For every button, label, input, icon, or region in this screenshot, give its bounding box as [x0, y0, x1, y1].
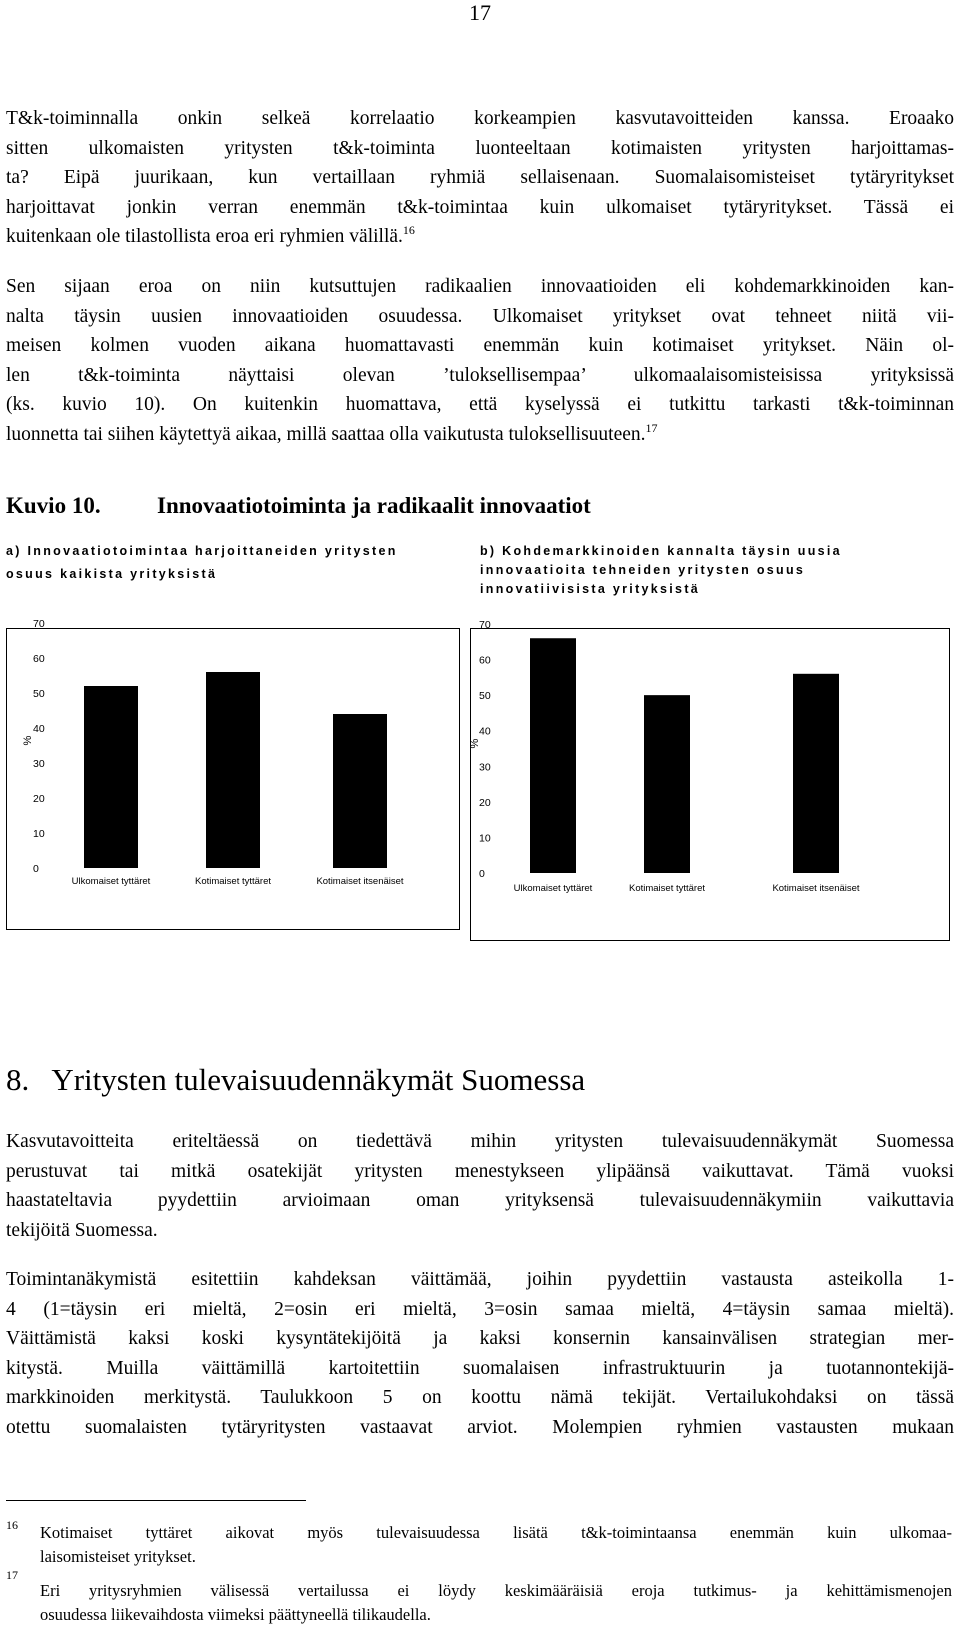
chart-a-y-tick-label: 60 [33, 653, 45, 665]
footnote-line: Eri yritysryhmien välisessä vertailussa ei löydy keskimääräisiä eroja tutkimus- ja kehittämismenojen [40, 1581, 952, 1600]
footnote-17 [40, 1579, 952, 1627]
footnote-ref-17[interactable]: 17 [645, 420, 658, 435]
footnote-number-17: 17 [6, 1568, 18, 1582]
chart-a-y-tick-label: 30 [33, 758, 45, 770]
chart-a-category-label: Kotimaiset itsenäiset [316, 876, 404, 887]
chart-b-y-tick-label: 30 [479, 761, 491, 774]
text-line: perustuvat tai mitkä osatekijät yritysten menestykseen ylipäänsä vaikuttavat. Tämä vuoksi [6, 1160, 954, 1182]
chart-b-y-tick-label: 0 [479, 868, 485, 880]
chart-a-y-tick-label: 10 [33, 828, 45, 840]
page-number: 17 [469, 0, 491, 25]
chart-b-title-line: innovaatioita tehneiden yritysten osuus [480, 563, 806, 577]
chart-b-title-line: b) Kohdemarkkinoiden kannalta täysin uusia [480, 544, 842, 558]
text-line: meisen kolmen vuoden aikana huomattavasti enemmän kuin kotimaiset yritykset. Näin ol- [6, 335, 954, 357]
chart-b-y-tick-label: 40 [479, 725, 491, 738]
chart-a-svg [7, 618, 459, 929]
chart-b-bar [793, 674, 839, 873]
chart-a-bar [333, 714, 387, 868]
chart-b-y-tick-label: 70 [479, 619, 491, 631]
chart-a-y-tick-label: 40 [33, 723, 45, 735]
chart-b-svg [469, 619, 949, 940]
figure-label: Kuvio 10. [6, 493, 101, 518]
chart-b-y-tick-label: 50 [479, 690, 491, 703]
chart-a-category-label: Ulkomaiset tyttäret [71, 876, 151, 887]
footnote-ref-16[interactable]: 16 [402, 223, 415, 238]
text-line: len t&k-toiminta näyttaisi olevan ’tuloksellisempaa’ ulkomaalaisomisteisissa yrityksissä [6, 364, 954, 386]
text-line: (ks. kuvio 10). On kuitenkin huomattava, että kyselyssä ei tutkittu tarkasti t&k-toiminnan [6, 394, 954, 416]
chart-a-y-tick-label: 50 [33, 688, 45, 700]
footnote-number-16: 16 [6, 1518, 18, 1532]
text-line: Väittämistä kaksi koski kysyntätekijöitä ja kaksi konsernin kansainvälisen strategian mer- [6, 1328, 954, 1350]
chart-a-bar [206, 672, 260, 868]
chart-b-y-tick-label: 20 [479, 796, 491, 809]
paragraph-future-outlook [6, 1127, 954, 1245]
paragraph-intro [6, 104, 954, 252]
paragraph-statements [6, 1265, 954, 1443]
text-line: nalta täysin uusien innovaatioiden osuudessa. Ulkomaiset yritykset ovat tehneet niitä vii- [6, 305, 954, 327]
chart-a-title-line: a) Innovaatiotoimintaa harjoittaneiden yritysten [6, 544, 398, 558]
chart-a-title [6, 542, 456, 584]
chart-a-category-label: Kotimaiset tyttäret [194, 876, 272, 887]
text-line-content: luonnetta tai siihen käytettyä aikaa, millä saattaa olla vaikutusta tuloksellisuuteen. [6, 423, 646, 445]
text-line: sitten ulkomaisten yritysten t&k-toiminta luonteeltaan kotimaisten yritysten harjoittamas- [6, 137, 954, 159]
text-line: markkinoiden merkitystä. Taulukkoon 5 on koottu nämä tekijät. Vertailukohdaksi on tässä [6, 1387, 954, 1409]
text-line: Sen sijaan eroa on niin kutsuttujen radikaalien innovaatioiden eli kohdemarkkinoiden kan- [6, 276, 954, 297]
footnote-16 [40, 1521, 952, 1569]
text-line: tekijöitä Suomessa. [6, 1219, 158, 1241]
chart-b [469, 619, 950, 941]
text-line: otettu suomalaisten tytäryritysten vastaavat arviot. Molempien ryhmien vastausten mukaan [6, 1416, 954, 1438]
chart-b-category-label: Kotimaiset itsenäiset [772, 883, 860, 894]
chart-a-y-tick-label: 0 [33, 863, 39, 875]
chart-a-y-tick-label: 70 [33, 618, 45, 630]
text-line: ta? Eipä juurikaan, kun vertaillaan ryhmiä sellaisenaan. Suomalaisomisteiset tytäryritykset [6, 167, 954, 189]
chart-a-y-axis-label: % [22, 735, 34, 746]
chart-b-bar [644, 695, 690, 873]
footnote-line: osuudessa liikevaihdosta viimeksi päättyneellä tilikaudella. [40, 1605, 431, 1624]
chart-b-title [480, 542, 950, 599]
text-line: Kasvutavoitteita eriteltäessä on tiedettävä mihin yritysten tulevaisuudennäkymät Suomessa [6, 1131, 954, 1152]
paragraph-radical-innovations [6, 272, 954, 450]
chart-b-y-tick-label: 10 [479, 832, 491, 845]
chart-b-bar [530, 638, 576, 873]
text-line: kitystä. Muilla väittämillä kartoitettiin suomalaisen infrastruktuurin ja tuotannontekijä- [6, 1357, 954, 1379]
chart-b-y-tick-label: 60 [479, 654, 491, 667]
chart-a-bar [84, 686, 138, 868]
chart-b-title-line: innovatiivisista yrityksistä [480, 582, 701, 596]
chart-b-category-label: Kotimaiset tyttäret [628, 883, 706, 894]
footnote-line: Kotimaiset tyttäret aikovat myös tulevaisuudessa lisätä t&k-toimintaansa enemmän kuin ulkomaa- [40, 1523, 952, 1542]
figure-title: Innovaatiotoiminta ja radikaalit innovaatiot [157, 493, 591, 518]
chart-a-y-tick-label: 20 [33, 793, 45, 805]
chart-a-title-line: osuus kaikista yrityksistä [6, 567, 218, 581]
chart-b-category-label: Ulkomaiset tyttäret [513, 883, 593, 894]
text-line: T&k-toiminnalla onkin selkeä korrelaatio korkeampien kasvutavoitteiden kanssa. Eroaako [6, 108, 954, 129]
text-line: 4 (1=täysin eri mieltä, 2=osin eri mieltä, 3=osin samaa mieltä, 4=täysin samaa mieltä). [6, 1298, 954, 1320]
text-line [6, 420, 954, 450]
section-heading: 8. Yritysten tulevaisuudennäkymät Suomessa [6, 1062, 586, 1097]
text-line: harjoittavat jonkin verran enemmän t&k-toimintaa kuin ulkomaiset tytäryritykset. Tässä ei [6, 196, 954, 218]
text-line [6, 222, 954, 252]
text-line: haastateltavia pyydettiin arvioimaan oman yrityksensä tulevaisuudennäkymiin vaikuttavia [6, 1190, 954, 1212]
text-line-content: kuitenkaan ole tilastollista eroa eri ryhmien välillä. [6, 226, 403, 248]
footnote-line: laisomisteiset yritykset. [40, 1547, 196, 1566]
chart-b-y-axis-label: % [469, 738, 481, 749]
footnote-rule [6, 1500, 306, 1501]
text-line: Toimintanäkymistä esitettiin kahdeksan väittämää, joihin pyydettiin vastausta asteikolla 1- [6, 1269, 954, 1290]
chart-a [6, 618, 460, 930]
